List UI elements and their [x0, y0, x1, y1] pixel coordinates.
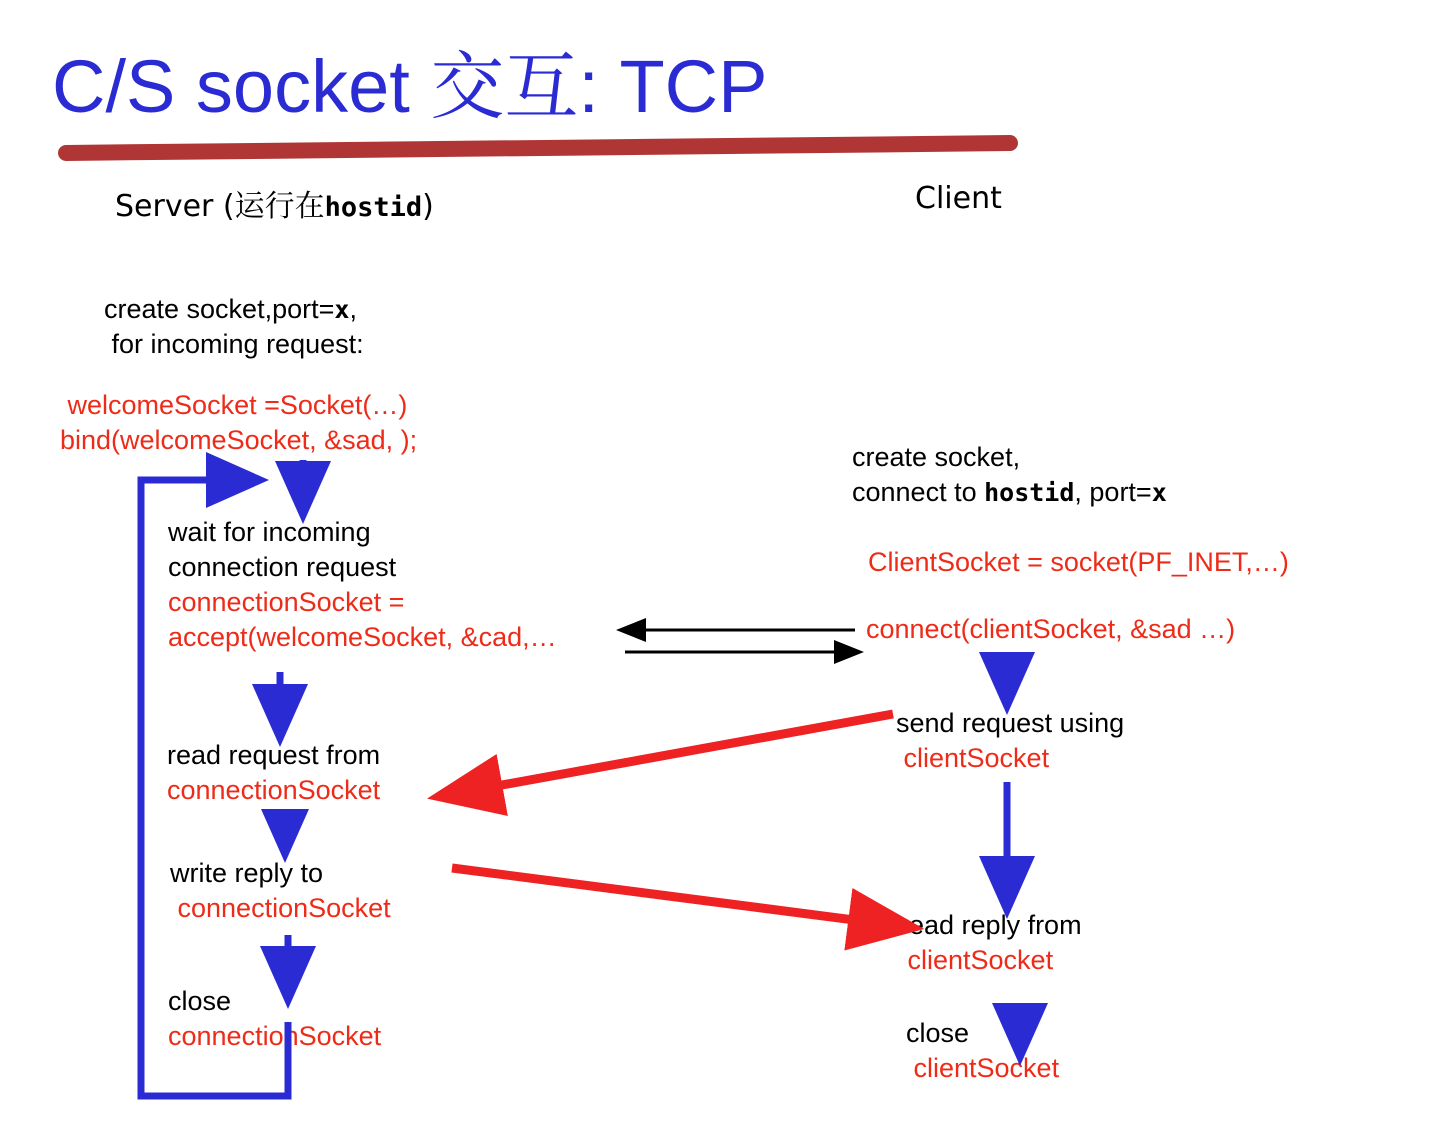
- server-read-line2: connectionSocket: [167, 775, 381, 806]
- title-main: C/S socket: [52, 45, 431, 128]
- client-create-line1: create socket,: [852, 442, 1021, 472]
- client-column-header: Client: [915, 181, 1002, 216]
- client-create-port-var: x: [1151, 478, 1167, 508]
- client-send-line1: send request using: [896, 708, 1125, 738]
- server-welcome-line2: bind(welcomeSocket, &sad, );: [60, 425, 418, 456]
- server-label-cjk: 运行在: [234, 189, 325, 224]
- client-create-line2-mid: , port=: [1074, 477, 1152, 508]
- server-loop-arrow: [141, 480, 288, 1096]
- client-create-line2-pre: connect to: [852, 477, 985, 508]
- server-wait-line3: connectionSocket =: [168, 587, 405, 618]
- client-read-line1: read reply from: [900, 910, 1082, 940]
- server-close-line2: connectionSocket: [168, 1021, 382, 1052]
- server-wait-line1: wait for incoming: [168, 517, 371, 547]
- title-cjk: 交互: [430, 44, 579, 130]
- client-close-line1: close: [906, 1018, 970, 1048]
- server-create-line2: for incoming request:: [104, 329, 364, 360]
- server-wait-line4: accept(welcomeSocket, &cad,…: [168, 622, 557, 653]
- server-create-line1-end: ,: [349, 294, 357, 324]
- server-create-line1: create socket,port=: [104, 294, 335, 324]
- server-label-pre: Server (: [115, 189, 235, 224]
- server-read-line1: read request from: [167, 740, 381, 770]
- server-write-line1: write reply to: [170, 858, 324, 888]
- server-create-port-var: x: [334, 295, 350, 324]
- title-tail: : TCP: [578, 45, 768, 128]
- client-step-socket-call: ClientSocket = socket(PF_INET,…): [868, 547, 1289, 577]
- request-arrow: [458, 714, 893, 793]
- server-wait-line2: connection request: [168, 552, 397, 583]
- server-welcome-line1: welcomeSocket =Socket(…): [60, 390, 408, 420]
- client-create-hostid: hostid: [984, 478, 1075, 508]
- client-step-connect-call: connect(clientSocket, &sad …): [866, 614, 1236, 644]
- client-send-line2: clientSocket: [896, 743, 1050, 774]
- client-read-line2: clientSocket: [900, 945, 1054, 976]
- server-label-post: ): [422, 189, 434, 224]
- server-label-hostid: hostid: [324, 192, 423, 223]
- client-close-line2: clientSocket: [906, 1053, 1060, 1084]
- server-close-line1: close: [168, 986, 232, 1016]
- server-write-line2: connectionSocket: [170, 893, 391, 924]
- reply-arrow: [452, 868, 893, 925]
